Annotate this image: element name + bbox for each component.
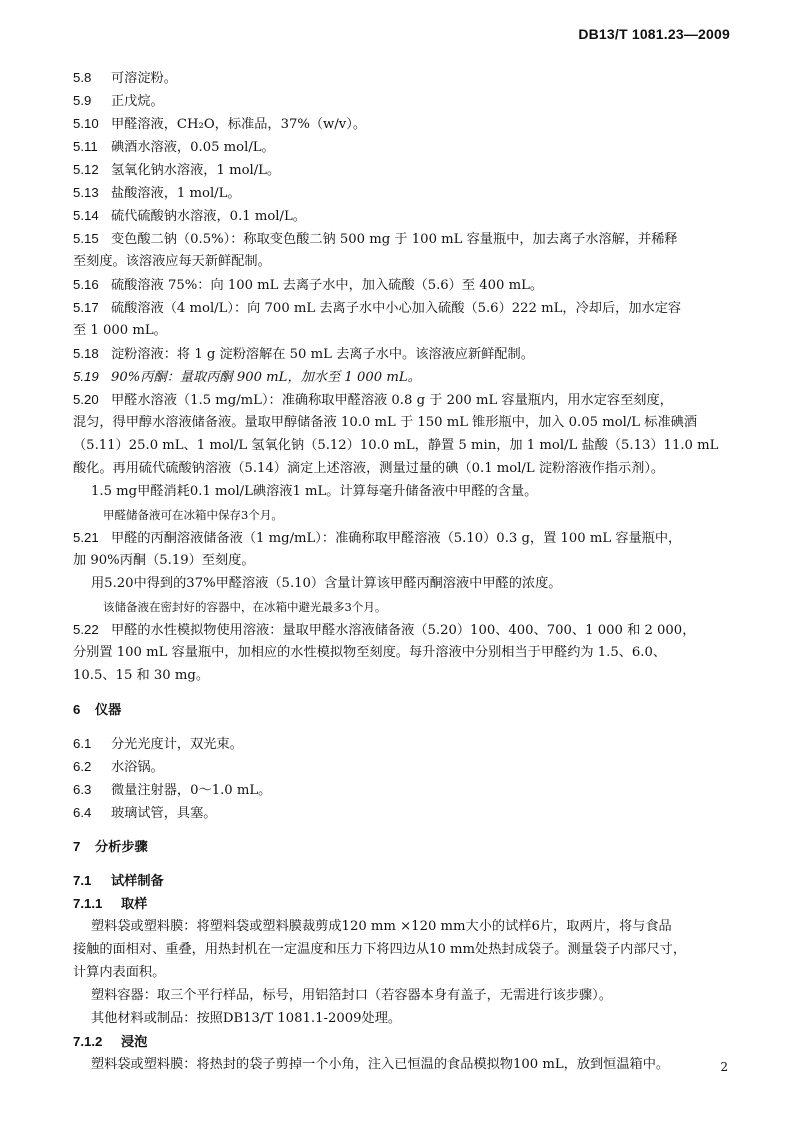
item-5-15: 5.15 变色酸二钠（0.5%）：称取变色酸二钠 500 mg 于 100 mL 容量瓶中，加去离子水溶解，并稀释: [73, 231, 678, 247]
item-5-12: 5.12 氢氧化钠水溶液，1 mol/L。: [73, 162, 281, 178]
item-5-17-continued: 至 1 000 mL。: [73, 323, 167, 338]
page-number: 2: [720, 1060, 728, 1074]
section-7-1-2-heading: 7.1.2 浸泡: [73, 1034, 148, 1050]
item-6-4: 6.4 玻璃试管，具塞。: [73, 805, 217, 821]
item-5-21-note: 该储备液在密封好的容器中，在冰箱中避光最多3个月。: [103, 600, 387, 614]
item-5-22: 5.22 甲醛的水性模拟物使用溶液：量取甲醛水溶液储备液（5.20）100、400、700、1 000 和 2 000，: [73, 622, 696, 638]
document-code-header: DB13/T 1081.23—2009: [578, 26, 730, 42]
item-5-20-line4: 酸化。再用硫代硫酸钠溶液（5.14）滴定上述溶液，测量过量的碘（0.1 mol/L 淀粉溶液作指示剂）。: [73, 461, 665, 476]
item-5-14: 5.14 硫代硫酸钠水溶液，0.1 mol/L。: [73, 208, 306, 224]
item-5-10: 5.10 甲醛溶液，CH₂O，标准品，37%（w/v）。: [73, 116, 367, 132]
immersion-paragraph: 塑料袋或塑料膜：将热封的袋子剪掉一个小角，注入已恒温的食品模拟物100 mL，放到恒温箱中。: [91, 1057, 670, 1072]
item-5-20-line5: 1.5 mg甲醛消耗0.1 mol/L碘溶液1 mL。计算每毫升储备液中甲醛的含量。: [91, 484, 538, 499]
item-5-15-continued: 至刻度。该溶液应每天新鲜配制。: [73, 254, 271, 269]
section-7-1-heading: 7.1 试样制备: [73, 873, 164, 889]
item-5-20-note: 甲醛储备液可在冰箱中保存3个月。: [103, 508, 283, 522]
item-6-2: 6.2 水浴锅。: [73, 759, 164, 775]
item-5-9: 5.9 正戊烷。: [73, 93, 164, 109]
plastic-container-paragraph: 塑料容器：取三个平行样品，标号，用铝箔封口（若容器本身有盖子，无需进行该步骤）。: [91, 988, 612, 1003]
item-5-8: 5.8 可溶淀粉。: [73, 70, 177, 86]
other-materials-paragraph: 其他材料或制品：按照DB13/T 1081.1-2009处理。: [91, 1011, 402, 1026]
item-5-18: 5.18 淀粉溶液：将 1 g 淀粉溶解在 50 mL 去离子水中。该溶液应新鲜配制。: [73, 346, 534, 362]
section-7-1-1-heading: 7.1.1 取样: [73, 896, 148, 912]
item-5-16: 5.16 硫酸溶液 75%：向 100 mL 去离子水中，加入硫酸（5.6）至 400 mL。: [73, 277, 544, 293]
section-6-heading: 6 仪器: [73, 702, 122, 718]
item-5-20-line3: （5.11）25.0 mL、1 mol/L 氢氧化钠（5.12）10.0 mL，静置 5 min，加 1 mol/L 盐酸（5.13）11.0 mL: [73, 438, 719, 453]
sampling-paragraph-line2: 接触的面相对、重叠，用热封机在一定温度和压力下将四边从10 mm处热封成袋子。测量袋子内部尺寸，: [73, 942, 687, 957]
item-5-22-line2: 分别置 100 mL 容量瓶中，加相应的水性模拟物至刻度。每升溶液中分别相当于甲醛约为 1.5、6.0、: [73, 645, 667, 660]
item-5-20-line2: 混匀，得甲醇水溶液储备液。量取甲醇储备液 10.0 mL 于 150 mL 锥形瓶中，加入 0.05 mol/L 标准碘酒: [73, 415, 698, 430]
sampling-paragraph-line3: 计算内表面积。: [73, 965, 166, 980]
section-7-heading: 7 分析步骤: [73, 839, 148, 855]
item-5-20: 5.20 甲醛水溶液（1.5 mg/mL）：准确称取甲醛溶液 0.8 g 于 200 mL 容量瓶内，用水定容至刻度，: [73, 392, 673, 408]
item-6-3: 6.3 微量注射器，0～1.0 mL。: [73, 782, 272, 798]
item-5-21-line2: 加 90%丙酮（5.19）至刻度。: [73, 553, 255, 568]
item-5-22-line3: 10.5、15 和 30 mg。: [73, 668, 210, 683]
item-5-21-line3: 用5.20中得到的37%甲醛溶液（5.10）含量计算该甲醛丙酮溶液中甲醛的浓度。: [91, 576, 562, 591]
item-6-1: 6.1 分光光度计，双光束。: [73, 736, 243, 752]
sampling-paragraph-line1: 塑料袋或塑料膜：将塑料袋或塑料膜裁剪成120 mm ×120 mm大小的试样6片，取两片，将与食品: [91, 919, 672, 934]
item-5-17: 5.17 硫酸溶液（4 mol/L）：向 700 mL 去离子水中小心加入硫酸（5.6）222 mL，冷却后，加水定容: [73, 300, 682, 316]
item-5-19: 5.19 90%丙酮：量取丙酮 900 mL，加水至 1 000 mL。: [73, 369, 421, 385]
item-5-21: 5.21 甲醛的丙酮溶液储备液（1 mg/mL）：准确称取甲醛溶液（5.10）0.3 g，置 100 mL 容量瓶中，: [73, 530, 682, 546]
item-5-13: 5.13 盐酸溶液，1 mol/L。: [73, 185, 241, 201]
item-5-11: 5.11 碘酒水溶液，0.05 mol/L。: [73, 139, 275, 155]
